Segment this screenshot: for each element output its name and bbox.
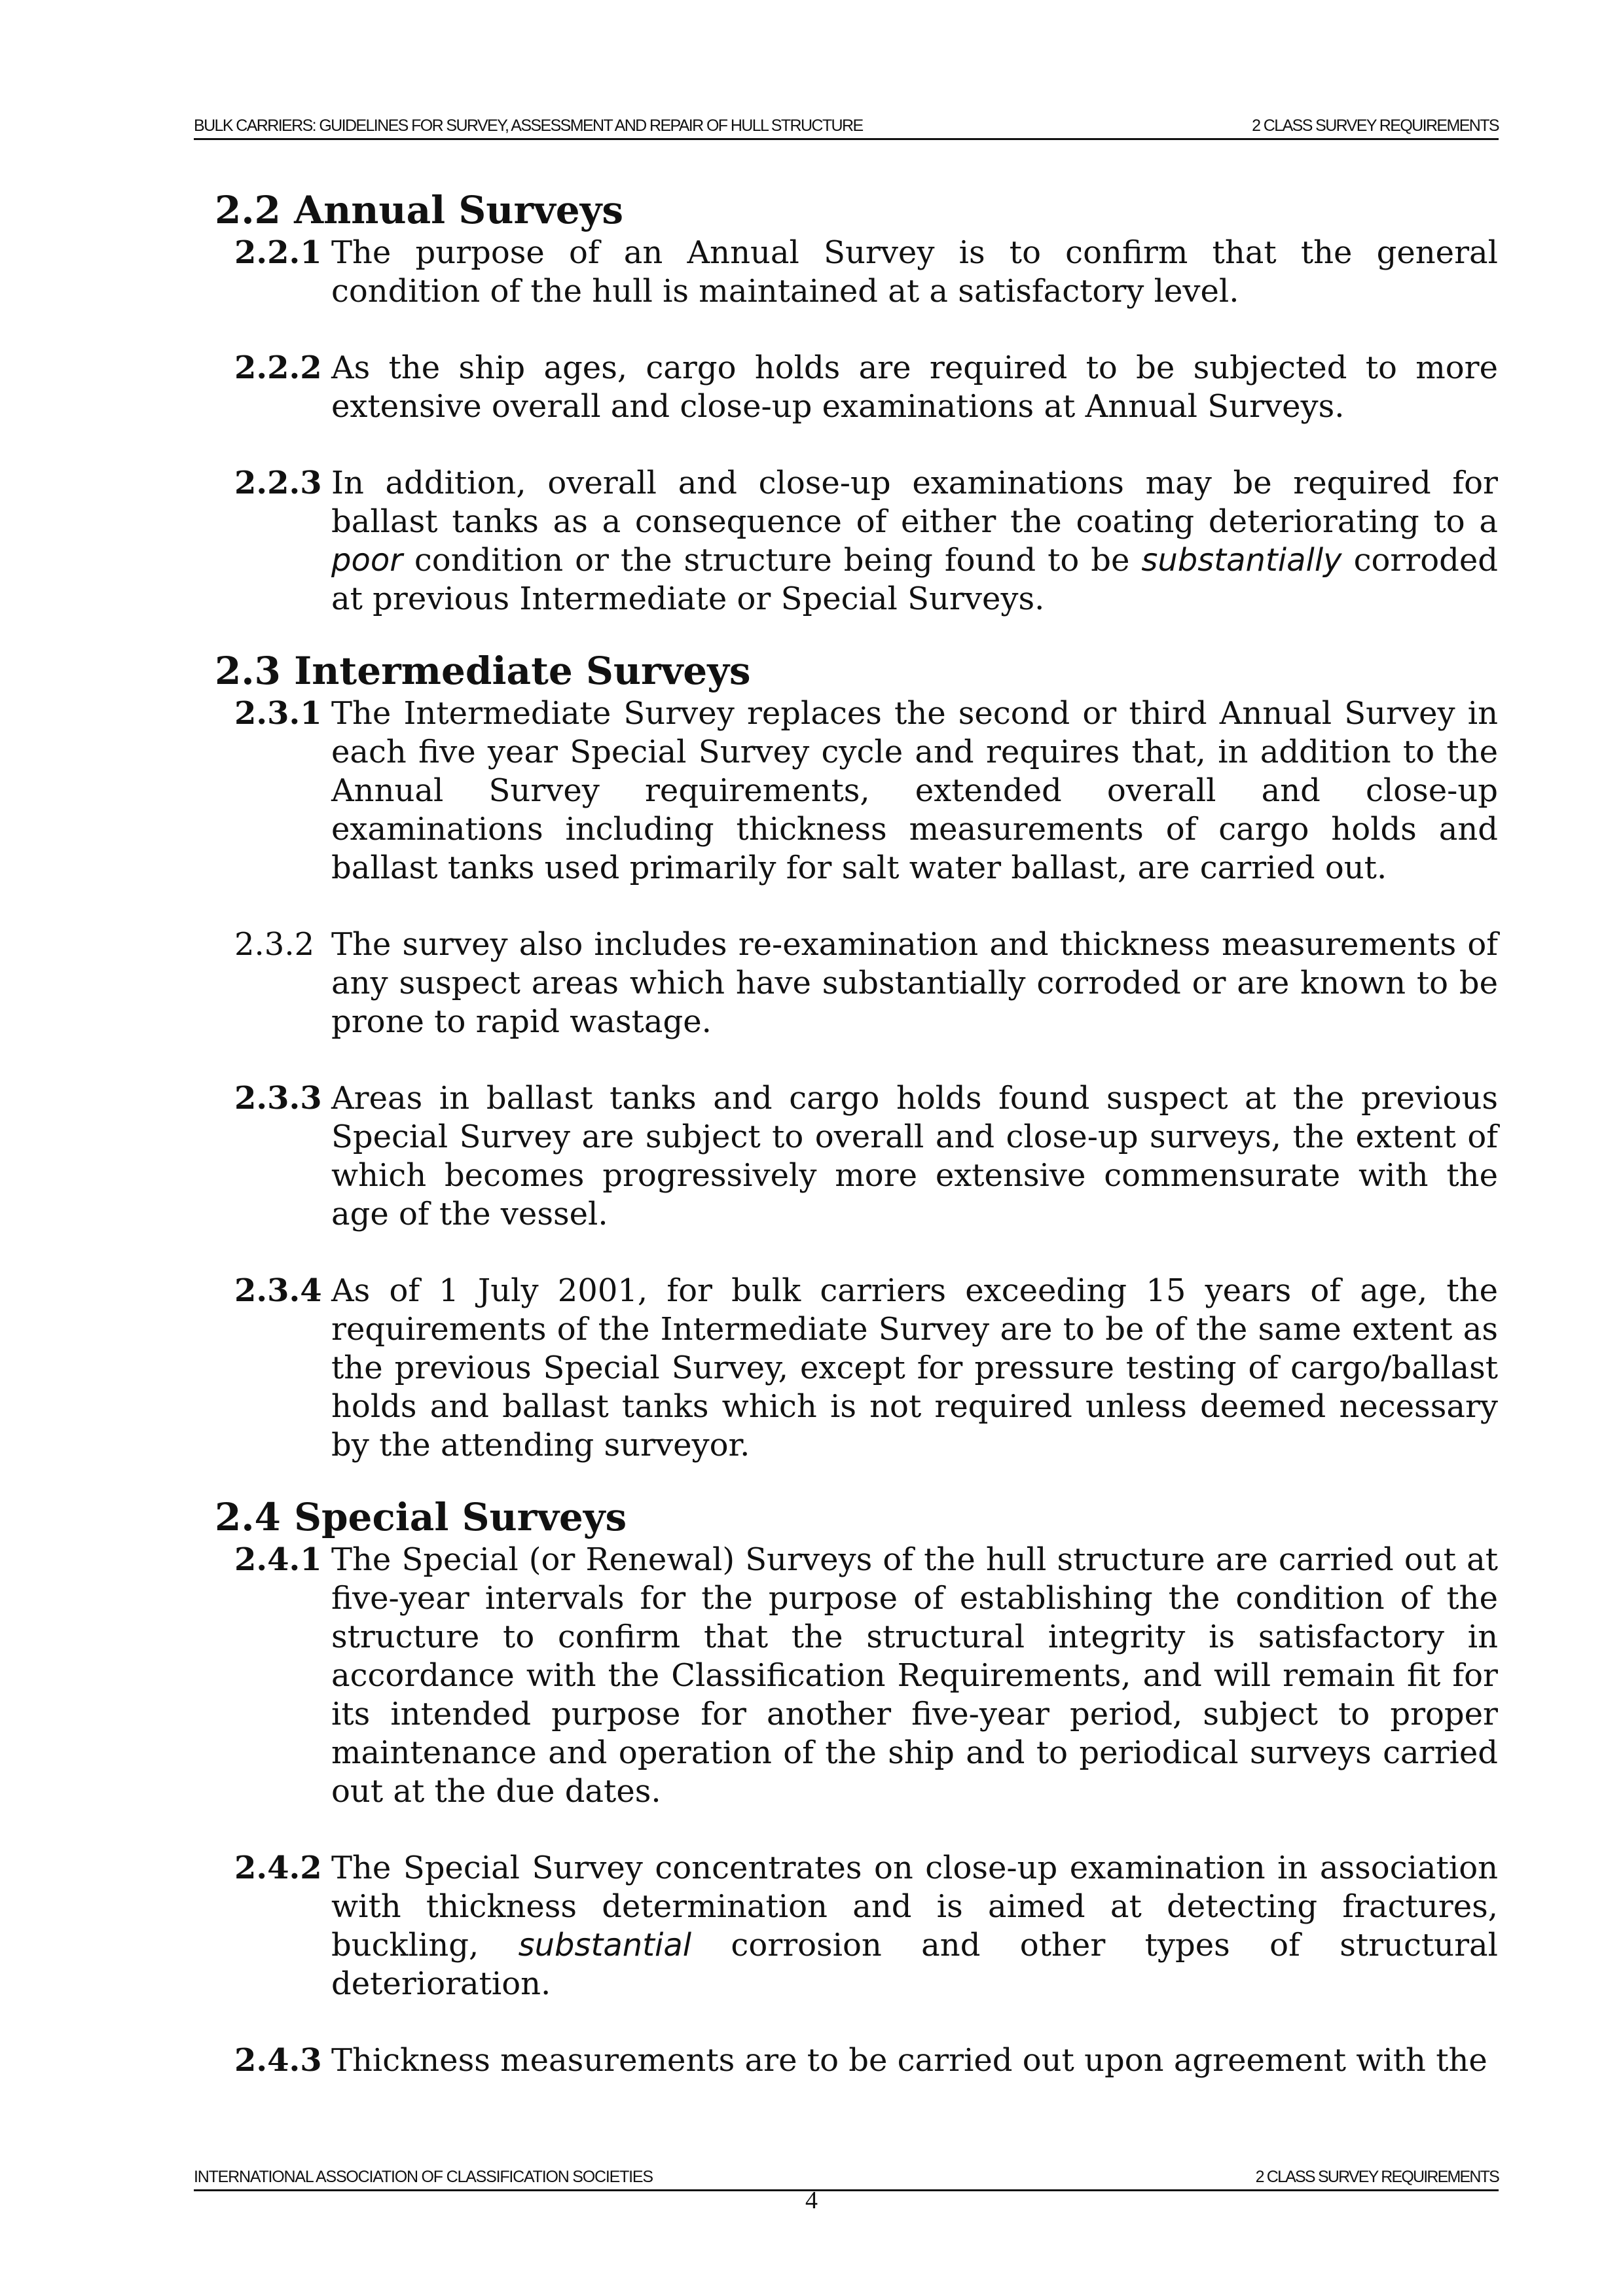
- paragraph: [215, 349, 1498, 426]
- paragraph: [215, 1849, 1498, 2003]
- footer-organization: INTERNATIONAL ASSOCIATION OF CLASSIFICATION SOCIETIES: [194, 2168, 653, 2186]
- paragraph: [215, 694, 1498, 888]
- paragraph: [215, 1541, 1498, 1811]
- paragraph-number: 2.2.3: [234, 465, 322, 501]
- text-run: In addition, overall and close-up examinations may be required for ballast tanks as a consequence of either the coating deteriorating to a: [331, 465, 1498, 540]
- paragraph: [215, 925, 1498, 1041]
- paragraph: [215, 2041, 1498, 2080]
- paragraph-text: [331, 925, 1498, 1041]
- paragraph-text: [331, 1272, 1498, 1465]
- text-run: Thickness measurements are to be carried out upon agreement with the: [331, 2042, 1487, 2079]
- text-run: The purpose of an Annual Survey is to confirm that the general condition of the hull is maintained at a satisfactory level.: [331, 234, 1498, 310]
- text-run: corroded at previous Intermediate or Special Surveys.: [331, 542, 1498, 617]
- section-heading: 2.4 Special Surveys: [215, 1495, 627, 1539]
- paragraph-text: [331, 1541, 1498, 1811]
- text-run: The survey also includes re-examination and thickness measurements of any suspect areas which have substantially corroded or are known to be prone to rapid wastage.: [331, 926, 1498, 1040]
- paragraph: [215, 234, 1498, 311]
- paragraph: [215, 464, 1498, 619]
- page-body: [215, 187, 1498, 2080]
- paragraph-text: [331, 234, 1498, 311]
- paragraph: [215, 1272, 1498, 1465]
- section: [215, 187, 1498, 619]
- paragraph-text: [331, 349, 1498, 426]
- page-number: 4: [805, 2187, 818, 2214]
- footer-chapter-title: 2 CLASS SURVEY REQUIREMENTS: [1255, 2168, 1499, 2186]
- paragraph-number: 2.4.1: [234, 1541, 322, 1578]
- running-header: [194, 117, 1499, 140]
- text-run: The Intermediate Survey replaces the second or third Annual Survey in each five year Special Survey cycle and requires that, in addition to the Annual Survey requirements, extended overall and close-up examinations including thickness measurements of cargo holds and ballast tanks used primarily for salt water ballast, are carried out.: [331, 695, 1498, 886]
- paragraph-number: 2.4.2: [234, 1850, 322, 1886]
- paragraph-number: 2.3.2: [234, 926, 315, 963]
- text-run: The Special Survey concentrates on close-up examination in association with thickness determination and is aimed at detecting fractures, buckling,: [331, 1850, 1498, 1964]
- paragraph: [215, 1079, 1498, 1234]
- paragraph-number: 2.2.2: [234, 350, 322, 386]
- emphasized-term: substantial: [518, 1927, 692, 1964]
- text-run: condition or the structure being found to be: [402, 542, 1142, 579]
- paragraph-text: [331, 464, 1498, 619]
- section-heading: 2.3 Intermediate Surveys: [215, 649, 751, 693]
- paragraph-number: 2.4.3: [234, 2042, 322, 2079]
- section-heading: 2.2 Annual Surveys: [215, 188, 623, 232]
- section: [215, 1494, 1498, 2080]
- paragraph-number: 2.3.1: [234, 695, 322, 732]
- text-run: As the ship ages, cargo holds are required to be subjected to more extensive overall and close-up examinations at Annual Surveys.: [331, 350, 1498, 425]
- paragraph-text: [331, 694, 1498, 888]
- paragraph-number: 2.2.1: [234, 234, 322, 271]
- paragraph-text: [331, 1079, 1498, 1234]
- section: [215, 647, 1498, 1465]
- text-run: The Special (or Renewal) Surveys of the hull structure are carried out at five-year intervals for the purpose of establishing the condition of the structure to confirm that the structural integrity is satisfactory in accordance with the Classification Requirements, and will remain fit for its intended purpose for another five-year period, subject to proper maintenance and operation of the ship and to periodical surveys carried out at the due dates.: [331, 1541, 1498, 1810]
- header-chapter-title: 2 CLASS SURVEY REQUIREMENTS: [1252, 117, 1499, 135]
- paragraph-number: 2.3.3: [234, 1080, 322, 1117]
- text-run: As of 1 July 2001, for bulk carriers exceeding 15 years of age, the requirements of the Intermediate Survey are to be of the same extent as the previous Special Survey, except for pressure testing of cargo/ballast holds and ballast tanks which is not required unless deemed necessary by the attending surveyor.: [331, 1272, 1498, 1463]
- text-run: Areas in ballast tanks and cargo holds found suspect at the previous Special Survey are subject to overall and close-up surveys, the extent of which becomes progressively more extensive commensurate with the age of the vessel.: [331, 1080, 1498, 1232]
- emphasized-term: substantially: [1141, 542, 1342, 579]
- text-run: corrosion and other types of structural deterioration.: [331, 1927, 1499, 2002]
- paragraph-number: 2.3.4: [234, 1272, 322, 1309]
- emphasized-term: poor: [331, 542, 403, 579]
- paragraph-text: [331, 2041, 1498, 2080]
- header-document-title: BULK CARRIERS: GUIDELINES FOR SURVEY, ASSESSMENT AND REPAIR OF HULL STRUCTURE: [194, 117, 863, 135]
- paragraph-text: [331, 1849, 1498, 2003]
